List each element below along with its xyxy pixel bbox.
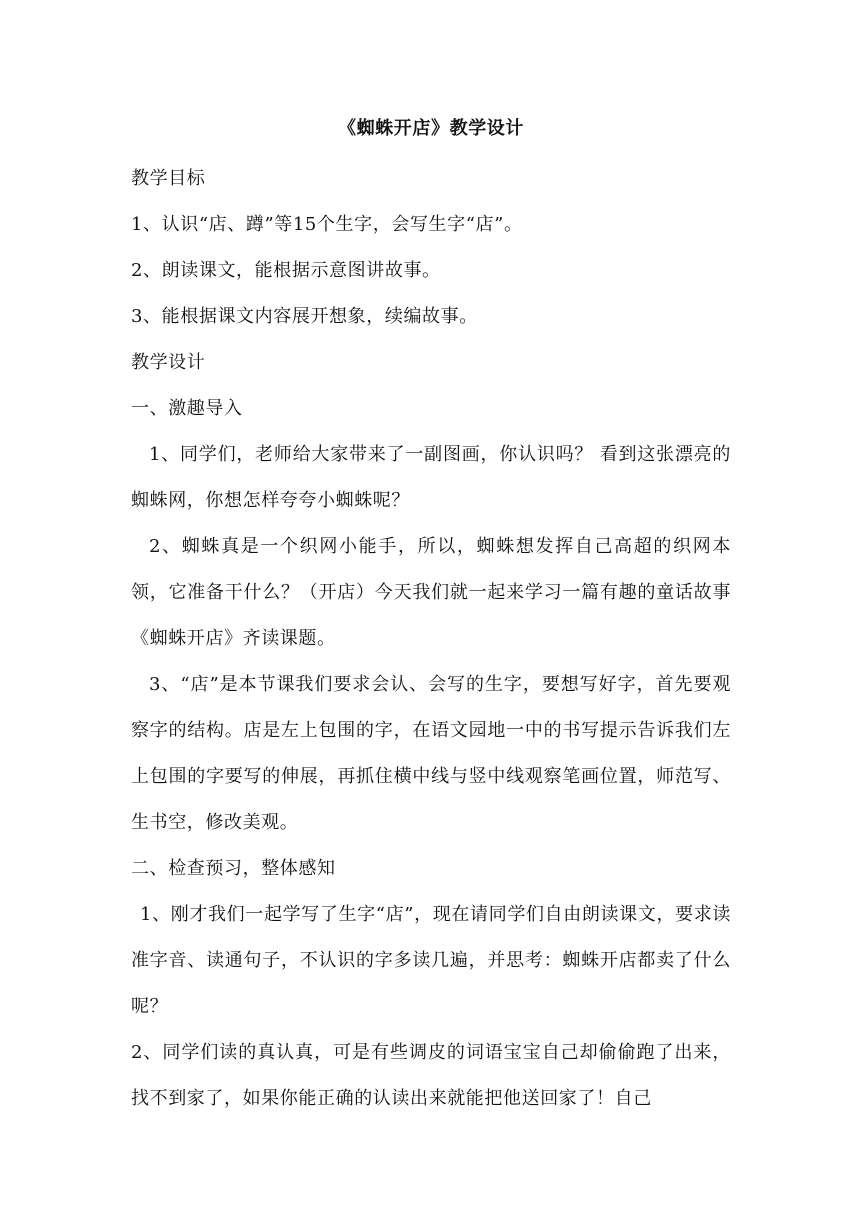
section-2-heading: 二、检查预习，整体感知 [131,858,336,879]
goal-item-3: 3、能根据课文内容展开想象，续编故事。 [131,306,478,327]
section-1-item-2: 2、蜘蛛真是一个织网小能手，所以，蜘蛛想发挥自己高超的织网本领，它准备干什么？（开店）今天我们就一起来学习一篇有趣的童话故事《蜘蛛开店》齐读课题。 [131,536,731,649]
document-body [131,114,731,1122]
document-title: 《蜘蛛开店》教学设计 [338,118,524,139]
section-1-item-3: 3、“店”是本节课我们要求会认、会写的生字，要想写好字，首先要观察字的结构。店是左上包围的字，在语文园地一中的书写提示告诉我们左上包围的字要写的伸展，再抓住横中线与竖中线观察笔画位置，师范写、生书空，修改美观。 [131,674,731,833]
goals-heading: 教学目标 [131,168,206,189]
design-heading: 教学设计 [131,352,206,373]
goal-item-2: 2、朗读课文，能根据示意图讲故事。 [131,260,441,281]
goal-item-1: 1、认识“店、蹲”等15个生字，会写生字“店”。 [131,214,523,235]
section-1-heading: 一、激趣导入 [131,398,243,419]
section-2-item-2: 2、同学们读的真认真，可是有些调皮的词语宝宝自己却偷偷跑了出来，找不到家了，如果你能正确的认读出来就能把他送回家了！自己 [131,1042,731,1109]
section-1-item-1: 1、同学们，老师给大家带来了一副图画，你认识吗？ 看到这张漂亮的蜘蛛网，你想怎样夸夸小蜘蛛呢？ [131,444,731,511]
section-2-item-1: 1、刚才我们一起学写了生字“店”，现在请同学们自由朗读课文，要求读准字音、读通句子，不认识的字多读几遍，并思考：蜘蛛开店都卖了什么呢？ [131,904,731,1017]
